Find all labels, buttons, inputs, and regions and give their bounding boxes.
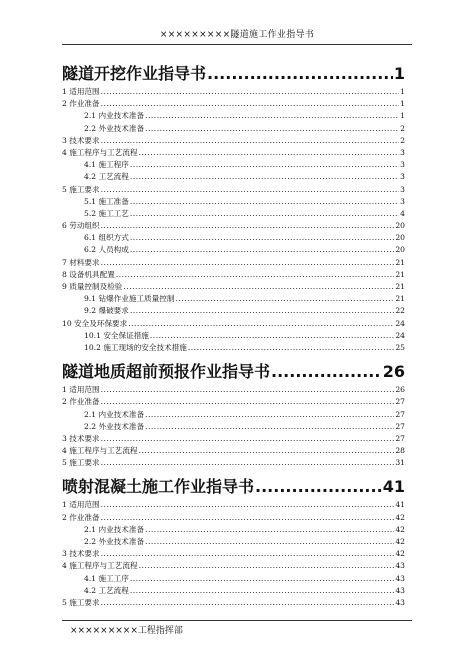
toc-dot-leader xyxy=(130,159,399,171)
toc-page-number: 42 xyxy=(395,549,405,559)
toc-subsection-entry[interactable] xyxy=(62,536,405,548)
toc-dot-leader xyxy=(101,257,395,269)
toc-section-entry[interactable] xyxy=(62,269,405,281)
toc-dot-leader xyxy=(101,384,395,396)
toc-entry-title: 8 设备机具配置 xyxy=(62,269,115,279)
toc-entry-title: 2.1 内业技术准备 xyxy=(84,524,145,534)
footer-rule xyxy=(62,620,412,621)
toc-subsection-entry[interactable] xyxy=(62,110,405,122)
toc-page-number: 1 xyxy=(400,87,405,96)
toc-page-number: 3 xyxy=(400,184,405,194)
toc-entry-title: 6.1 组织方式 xyxy=(84,233,129,243)
toc-chapter-entry[interactable] xyxy=(62,62,405,85)
toc-page-number: 1 xyxy=(393,64,405,83)
toc-section-entry[interactable] xyxy=(62,445,405,457)
toc-page-number: 1 xyxy=(400,111,405,121)
toc-dot-leader xyxy=(101,457,395,469)
toc-entry-title: 1 适用范围 xyxy=(62,87,100,96)
toc-section-entry[interactable] xyxy=(62,281,405,293)
toc-subsection-entry[interactable] xyxy=(62,123,405,135)
toc-dot-leader xyxy=(139,560,395,572)
toc-entry-title: 2.1 内业技术准备 xyxy=(84,111,145,121)
toc-subsection-entry[interactable] xyxy=(62,421,405,433)
toc-dot-leader xyxy=(101,135,400,147)
toc-subsection-entry[interactable] xyxy=(62,409,405,421)
toc-dot-leader xyxy=(188,342,394,354)
toc-section-entry[interactable] xyxy=(62,512,405,524)
toc-subsection-entry[interactable] xyxy=(62,305,405,317)
toc-entry-title: 10.2 施工现场的安全技术措施 xyxy=(84,342,187,352)
toc-page-number: 3 xyxy=(400,160,405,170)
toc-page-number: 21 xyxy=(395,269,405,279)
toc-entry-title: 5 施工要求 xyxy=(62,184,100,194)
toc-dot-leader xyxy=(101,396,395,408)
toc-entry-title: 6 劳动组织 xyxy=(62,221,100,231)
toc-entry-title: 5 施工要求 xyxy=(62,458,100,468)
toc-page-number: 26 xyxy=(382,362,405,382)
toc-page-number: 3 xyxy=(400,147,405,157)
toc-entry-title: 隧道开挖作业指导书 xyxy=(62,64,207,83)
toc-dot-leader xyxy=(175,293,394,305)
toc-entry-title: 2.2 外业技术准备 xyxy=(84,537,145,546)
toc-entry-title: 2.2 外业技术准备 xyxy=(84,123,145,133)
toc-subsection-entry[interactable] xyxy=(62,573,405,585)
toc-entry-title: 3 技术要求 xyxy=(62,135,100,145)
toc-subsection-entry[interactable] xyxy=(62,208,405,220)
toc-page-number: 43 xyxy=(395,561,405,571)
toc-dot-leader xyxy=(130,196,399,208)
toc-dot-leader xyxy=(139,147,400,159)
toc-dot-leader xyxy=(130,585,394,597)
toc-section-entry[interactable] xyxy=(62,318,405,330)
toc-page-number: 20 xyxy=(395,233,405,243)
toc-subsection-entry[interactable] xyxy=(62,171,405,183)
toc-page-number: 2 xyxy=(400,135,405,145)
toc-page-number: 26 xyxy=(395,385,405,395)
toc-entry-title: 4.1 施工工序 xyxy=(84,573,129,583)
toc-page-number: 2 xyxy=(400,123,405,133)
toc-subsection-entry[interactable] xyxy=(62,293,405,305)
toc-page-number: 20 xyxy=(395,245,405,255)
toc-page-number: 4 xyxy=(400,208,405,218)
toc-dot-leader xyxy=(128,318,394,330)
toc-page-number: 27 xyxy=(395,397,405,407)
toc-entry-title: 2 作业准备 xyxy=(62,99,100,109)
toc-dot-leader xyxy=(145,123,399,135)
toc-entry-title: 6.2 人员构成 xyxy=(84,245,129,255)
toc-entry-title: 10.1 安全保证措施 xyxy=(84,330,149,340)
toc-dot-leader xyxy=(101,98,400,110)
toc-page-number: 41 xyxy=(395,500,405,510)
toc-dot-leader xyxy=(130,305,394,317)
toc-dot-leader xyxy=(101,597,395,609)
toc-dot-leader xyxy=(207,62,393,85)
toc-chapter-entry[interactable] xyxy=(62,475,405,498)
toc-page-number: 21 xyxy=(395,294,405,304)
toc-entry-title: 5.2 施工工艺 xyxy=(84,208,129,218)
toc-page-number: 43 xyxy=(395,573,405,583)
toc-section-entry[interactable] xyxy=(62,147,405,159)
toc-dot-leader xyxy=(145,421,394,433)
toc-page-number: 24 xyxy=(395,330,405,340)
toc-page-number: 27 xyxy=(395,409,405,419)
toc-section-entry[interactable] xyxy=(62,135,405,147)
toc-page-number: 25 xyxy=(395,342,405,352)
table-of-contents xyxy=(62,62,405,609)
toc-section-entry[interactable] xyxy=(62,86,405,98)
toc-entry-title: 2 作业准备 xyxy=(62,512,100,522)
toc-page-number: 22 xyxy=(395,306,405,316)
toc-entry-title: 4.2 工艺流程 xyxy=(84,585,129,595)
toc-entry-title: 4 施工程序与工艺流程 xyxy=(62,561,138,571)
toc-page-number: 42 xyxy=(395,537,405,546)
toc-dot-leader xyxy=(271,360,382,383)
toc-entry-title: 2.1 内业技术准备 xyxy=(84,409,145,419)
toc-entry-title: 7 材料要求 xyxy=(62,257,100,267)
toc-page-number: 3 xyxy=(400,196,405,206)
toc-dot-leader xyxy=(145,536,394,548)
toc-subsection-entry[interactable] xyxy=(62,244,405,256)
toc-entry-title: 喷射混凝土施工作业指导书 xyxy=(62,477,255,497)
toc-entry-title: 10 安全及环保要求 xyxy=(62,318,128,328)
toc-section-entry[interactable] xyxy=(62,184,405,196)
toc-subsection-entry[interactable] xyxy=(62,585,405,597)
toc-entry-title: 4 施工程序与工艺流程 xyxy=(62,147,138,157)
toc-subsection-entry[interactable] xyxy=(62,159,405,171)
toc-entry-title: 隧道地质超前预报作业指导书 xyxy=(62,362,271,382)
toc-subsection-entry[interactable] xyxy=(62,524,405,536)
toc-page-number: 27 xyxy=(395,421,405,431)
toc-section-entry[interactable] xyxy=(62,396,405,408)
toc-section-entry[interactable] xyxy=(62,384,405,396)
toc-entry-title: 2.2 外业技术准备 xyxy=(84,421,145,431)
toc-dot-leader xyxy=(130,573,394,585)
toc-dot-leader xyxy=(130,208,399,220)
toc-section-entry[interactable] xyxy=(62,433,405,445)
toc-page-number: 42 xyxy=(395,524,405,534)
toc-dot-leader xyxy=(255,475,382,498)
toc-entry-title: 9.2 爆破要求 xyxy=(84,306,129,316)
running-footer: ×××××××××工程指挥部 xyxy=(70,626,183,636)
toc-section-entry[interactable] xyxy=(62,257,405,269)
toc-entry-title: 1 适用范围 xyxy=(62,500,100,510)
toc-page-number: 43 xyxy=(395,585,405,595)
toc-entry-title: 9 质量控制及检验 xyxy=(62,282,123,291)
header-rule xyxy=(62,44,412,45)
toc-section-entry[interactable] xyxy=(62,560,405,572)
toc-page-number: 43 xyxy=(395,597,405,607)
toc-page-number: 41 xyxy=(382,477,405,497)
toc-page-number: 3 xyxy=(400,172,405,182)
toc-dot-leader xyxy=(101,512,395,524)
toc-dot-leader xyxy=(101,548,395,560)
toc-dot-leader xyxy=(145,409,394,421)
toc-dot-leader xyxy=(130,171,399,183)
toc-dot-leader xyxy=(101,220,395,232)
toc-dot-leader xyxy=(123,281,394,293)
toc-dot-leader xyxy=(101,499,395,511)
toc-entry-title: 1 适用范围 xyxy=(62,385,100,395)
toc-entry-title: 5.1 施工准备 xyxy=(84,196,129,206)
toc-page-number: 21 xyxy=(395,257,405,267)
toc-entry-title: 3 技术要求 xyxy=(62,433,100,443)
toc-section-entry[interactable] xyxy=(62,499,405,511)
toc-dot-leader xyxy=(101,86,400,98)
toc-dot-leader xyxy=(145,110,399,122)
toc-page-number: 28 xyxy=(395,446,405,456)
toc-dot-leader xyxy=(101,433,395,445)
toc-page-number: 20 xyxy=(395,221,405,231)
toc-page-number: 42 xyxy=(395,512,405,522)
toc-dot-leader xyxy=(101,184,400,196)
toc-section-entry[interactable] xyxy=(62,98,405,110)
toc-entry-title: 4.1 施工程序 xyxy=(84,160,129,170)
toc-entry-title: 4.2 工艺流程 xyxy=(84,172,129,182)
toc-section-entry[interactable] xyxy=(62,548,405,560)
toc-page-number: 24 xyxy=(395,318,405,328)
toc-chapter-entry[interactable] xyxy=(62,360,405,383)
toc-entry-title: 3 技术要求 xyxy=(62,549,100,559)
running-header: ×××××××××隧道施工作业指导书 xyxy=(159,30,315,40)
toc-section-entry[interactable] xyxy=(62,597,405,609)
toc-entry-title: 4 施工程序与工艺流程 xyxy=(62,446,138,456)
toc-entry-title: 2 作业准备 xyxy=(62,397,100,407)
toc-entry-title: 5 施工要求 xyxy=(62,597,100,607)
toc-page-number: 1 xyxy=(400,99,405,109)
toc-dot-leader xyxy=(145,524,394,536)
toc-dot-leader xyxy=(130,244,394,256)
toc-subsection-entry[interactable] xyxy=(62,232,405,244)
toc-dot-leader xyxy=(130,232,394,244)
toc-subsection-entry[interactable] xyxy=(62,342,405,354)
toc-subsection-entry[interactable] xyxy=(62,330,405,342)
toc-dot-leader xyxy=(150,330,394,342)
toc-subsection-entry[interactable] xyxy=(62,196,405,208)
toc-dot-leader xyxy=(139,445,395,457)
toc-page-number: 31 xyxy=(395,458,405,468)
toc-entry-title: 9.1 钻爆作业施工质量控制 xyxy=(84,294,175,304)
toc-page-number: 21 xyxy=(395,282,405,291)
toc-page-number: 27 xyxy=(395,433,405,443)
toc-section-entry[interactable] xyxy=(62,457,405,469)
toc-dot-leader xyxy=(116,269,395,281)
toc-section-entry[interactable] xyxy=(62,220,405,232)
